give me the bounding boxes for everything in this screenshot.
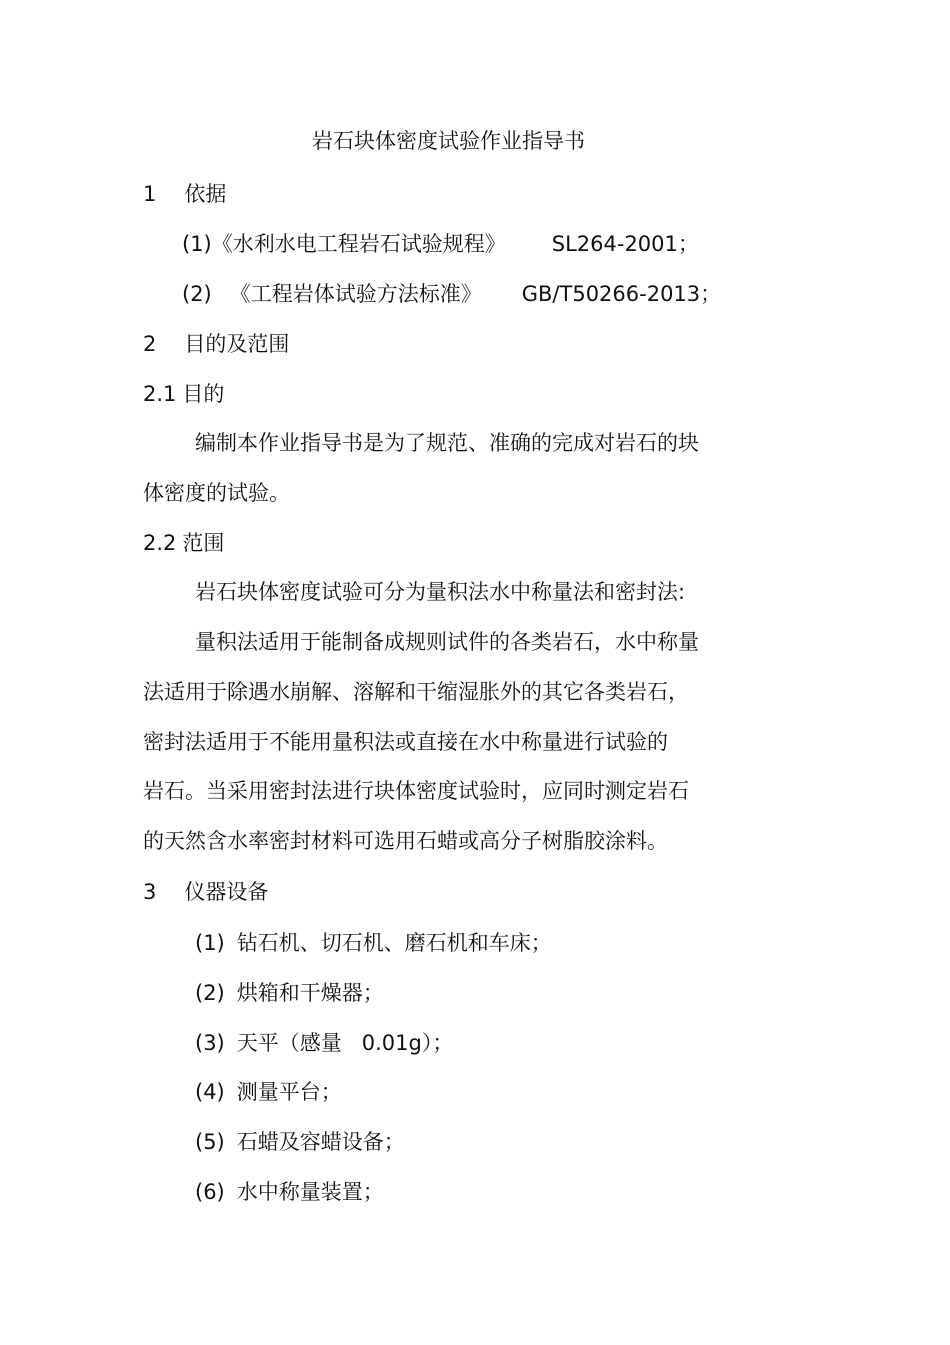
equipment-number: (6) <box>195 1180 225 1204</box>
page-title: 岩石块体密度试验作业指导书 <box>312 129 585 153</box>
section-number: 2 <box>143 332 157 356</box>
equipment-text: 石蜡及容蜡设备； <box>236 1130 405 1154</box>
section-number: 1 <box>143 182 157 206</box>
reference-number: (2) <box>182 282 212 306</box>
subsection-2-2-heading <box>143 533 224 554</box>
equipment-number: (4) <box>195 1080 225 1104</box>
equipment-number: (3) <box>195 1031 225 1055</box>
equipment-item <box>195 933 552 954</box>
equipment-text: 测量平台； <box>236 1080 342 1104</box>
equipment-number: (1) <box>195 931 225 955</box>
subsection-title: 目的 <box>182 382 225 406</box>
section-3-heading <box>143 882 268 903</box>
equipment-item <box>195 1182 384 1203</box>
equipment-text: 天平（感量 0.01g）； <box>236 1031 454 1055</box>
equipment-text: 钻石机、切石机、磨石机和车床； <box>236 931 552 955</box>
equipment-number: (5) <box>195 1130 225 1154</box>
subsection-number: 2.1 <box>143 382 177 406</box>
reference-name: 《水利水电工程岩石试验规程》 <box>211 232 506 256</box>
paragraph-line: 量积法适用于能制备成规则试件的各类岩石，水中称量 <box>195 630 699 654</box>
paragraph-line: 体密度的试验。 <box>143 481 290 505</box>
equipment-item <box>195 1132 405 1153</box>
section-title: 目的及范围 <box>184 332 290 356</box>
paragraph-line: 岩石。当采用密封法进行块体密度试验时，应同时测定岩石 <box>143 779 689 803</box>
equipment-number: (2) <box>195 981 225 1005</box>
equipment-text: 水中称量装置； <box>236 1180 384 1204</box>
section-number: 3 <box>143 880 157 904</box>
reference-number: (1) <box>182 232 212 256</box>
subsection-title: 范围 <box>182 531 225 555</box>
reference-code: SL264-2001； <box>551 232 699 256</box>
paragraph-line: 法适用于除遇水崩解、溶解和干缩湿胀外的其它各类岩石， <box>143 680 689 704</box>
section-1-heading <box>143 184 226 205</box>
paragraph-line: 的天然含水率密封材料可选用石蜡或高分子树脂胶涂料。 <box>143 829 668 853</box>
reference-item <box>182 234 699 255</box>
section-title: 依据 <box>184 182 227 206</box>
equipment-text: 烘箱和干燥器； <box>236 981 384 1005</box>
paragraph-line: 编制本作业指导书是为了规范、准确的完成对岩石的块 <box>195 431 699 455</box>
equipment-item <box>195 1033 453 1054</box>
subsection-2-1-heading <box>143 384 224 405</box>
reference-name: 《工程岩体试验方法标准》 <box>229 282 482 306</box>
section-2-heading <box>143 334 289 355</box>
paragraph-line: 密封法适用于不能用量积法或直接在水中称量进行试验的 <box>143 730 668 754</box>
equipment-item <box>195 983 384 1004</box>
paragraph-line: 岩石块体密度试验可分为量积法水中称量法和密封法: <box>195 580 686 604</box>
section-title: 仪器设备 <box>184 880 269 904</box>
reference-code: GB/T50266-2013； <box>521 282 722 306</box>
equipment-item <box>195 1082 342 1103</box>
subsection-number: 2.2 <box>143 531 177 555</box>
reference-item <box>182 284 721 305</box>
